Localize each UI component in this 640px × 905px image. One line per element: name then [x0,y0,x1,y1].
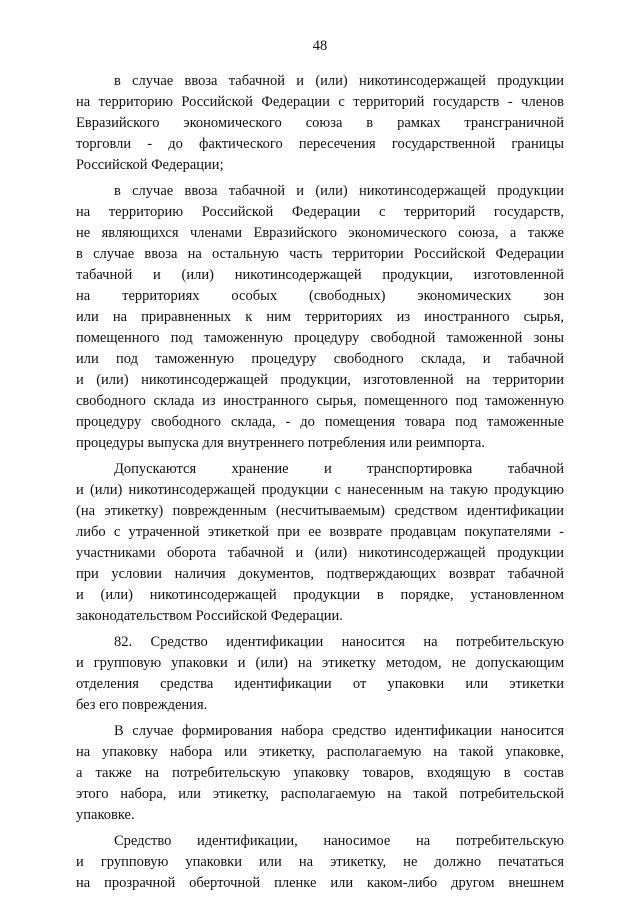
text-line: процедуру свободного склада, - до помещения товара под таможенные [76,414,564,430]
text-line: в случае ввоза табачной и (или) никотинсодержащей продукции [114,73,564,89]
text-line: или на приравненных к ним территориях из иностранного сырья, [76,309,564,325]
text-line: и (или) никотинсодержащей продукции с нанесенным на такую продукцию [76,482,564,498]
text-line: не являющихся членами Евразийского экономического союза, а также [76,225,564,241]
text-line: торговли - до фактического пересечения государственной границы [76,136,564,152]
text-line: и (или) никотинсодержащей продукции в порядке, установленном [76,587,564,603]
text-line: законодательством Российской Федерации. [76,608,343,624]
text-line: 82. Средство идентификации наносится на потребительскую [114,634,564,650]
text-line: процедуры выпуска для внутреннего потребления или реимпорта. [76,435,485,451]
text-line: этого набора, или этикетку, располагаемую на такой потребительской [76,786,564,802]
text-line: (на этикетку) поврежденным (несчитываемым) средством идентификации [76,503,564,519]
paragraph [76,632,564,716]
text-line: участниками оборота табачной и (или) никотинсодержащей продукции [76,545,564,561]
text-line: на территорию Российской Федерации с территорий государств - членов [76,94,564,110]
text-line: а также на потребительскую упаковку товаров, входящую в состав [76,765,564,781]
text-line: на территориях особых (свободных) экономических зон [76,288,564,304]
text-line: при условии наличия документов, подтверждающих возврат табачной [76,566,564,582]
text-line: в случае ввоза на остальную часть территории Российской Федерации [76,246,564,262]
text-line: и (или) никотинсодержащей продукции, изготовленной на территории [76,372,564,388]
paragraph [76,721,564,826]
text-line: на территорию Российской Федерации с территорий государств, [76,204,564,220]
text-line: и групповую упаковки и (или) на этикетку методом, не допускающим [76,655,564,671]
text-line: на прозрачной оберточной пленке или каком-либо другом внешнем [76,875,564,891]
paragraph [76,181,564,454]
paragraph [76,831,564,894]
text-line: помещенного под таможенную процедуру свободной таможенной зоны [76,330,564,346]
text-line: или под таможенную процедуру свободного склада, и табачной [76,351,564,367]
document-body [76,71,564,899]
paragraph [76,459,564,627]
text-line: упаковке. [76,807,135,823]
text-line: Евразийского экономического союза в рамках трансграничной [76,115,564,131]
text-line: Средство идентификации, наносимое на потребительскую [114,833,564,849]
text-line: табачной и (или) никотинсодержащей продукции, изготовленной [76,267,564,283]
text-line: Российской Федерации; [76,157,224,173]
text-line: отделения средства идентификации от упаковки или этикетки [76,676,564,692]
page-number: 48 [312,38,328,54]
text-line: и групповую упаковки или на этикетку, не должно печататься [76,854,564,870]
text-line: свободного склада из иностранного сырья, помещенного под таможенную [76,393,564,409]
text-line: без его повреждения. [76,697,208,713]
text-line: Допускаются хранение и транспортировка табачной [114,461,564,477]
text-line: либо с утраченной этикеткой при ее возврате продавцам покупателями - [76,524,564,540]
text-line: на упаковку набора или этикетку, располагаемую на такой упаковке, [76,744,564,760]
text-line: В случае формирования набора средство идентификации наносится [114,723,564,739]
paragraph [76,71,564,176]
text-line: в случае ввоза табачной и (или) никотинсодержащей продукции [114,183,564,199]
